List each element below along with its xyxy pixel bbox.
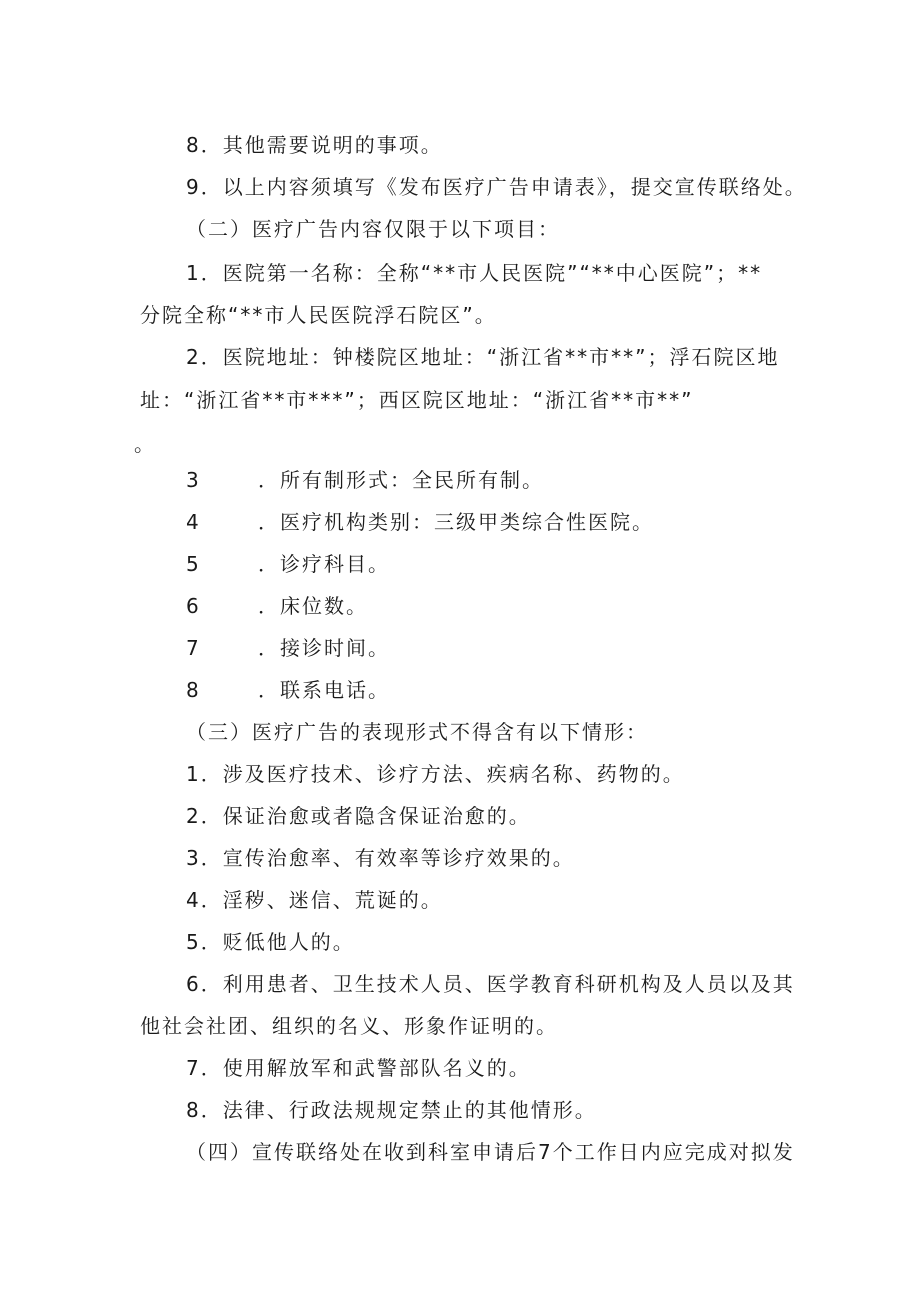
item-number: 7 xyxy=(186,636,201,660)
item-text: ．诊疗科目。 xyxy=(258,552,390,576)
content-item-3 xyxy=(186,468,544,492)
prohibited-item-3: 3．宣传治愈率、有效率等诊疗效果的。 xyxy=(186,846,575,870)
content-item-8 xyxy=(186,678,390,702)
prohibited-item-5: 5．贬低他人的。 xyxy=(186,930,355,954)
item-number: 8 xyxy=(186,678,201,702)
prohibited-item-8: 8．法律、行政法规规定禁止的其他情形。 xyxy=(186,1098,597,1122)
item-number: 4 xyxy=(186,510,201,534)
item-text: ．接诊时间。 xyxy=(258,636,390,660)
content-item-7 xyxy=(186,636,390,660)
content-item-6 xyxy=(186,594,368,618)
content-item-2-cont: 址：“浙江省**市***”；西区院区地址：“浙江省**市**” xyxy=(140,388,694,412)
item-text: ．医疗机构类别：三级甲类综合性医院。 xyxy=(258,510,654,534)
prohibited-item-2: 2．保证治愈或者隐含保证治愈的。 xyxy=(186,804,531,828)
item-text: ．床位数。 xyxy=(258,594,368,618)
prohibited-item-1: 1．涉及医疗技术、诊疗方法、疾病名称、药物的。 xyxy=(186,762,685,786)
prohibited-item-4: 4．淫秽、迷信、荒诞的。 xyxy=(186,888,443,912)
item-number: 5 xyxy=(186,552,201,576)
item-text: ．所有制形式：全民所有制。 xyxy=(258,468,544,492)
section-heading-2: （二）医疗广告内容仅限于以下项目： xyxy=(186,217,560,241)
section-heading-3: （三）医疗广告的表现形式不得含有以下情形： xyxy=(186,720,648,744)
content-item-2: 2．医院地址：钟楼院区地址：“浙江省**市**”；浮石院区地 xyxy=(186,345,780,369)
content-item-2-end: 。 xyxy=(134,432,156,456)
prohibited-item-6: 6．利用患者、卫生技术人员、医学教育科研机构及人员以及其 xyxy=(186,972,795,996)
item-number: 3 xyxy=(186,468,201,492)
prohibited-item-7: 7．使用解放军和武警部队名义的。 xyxy=(186,1056,531,1080)
item-9-application-form: 9．以上内容须填写《发布医疗广告申请表》，提交宣传联络处。 xyxy=(186,175,807,199)
item-number: 6 xyxy=(186,594,201,618)
item-text: ．联系电话。 xyxy=(258,678,390,702)
content-item-1-cont: 分院全称“**市人民医院浮石院区”。 xyxy=(140,303,497,327)
content-item-1: 1．医院第一名称：全称“**市人民医院”“**中心医院”；** xyxy=(186,261,763,285)
prohibited-item-6-cont: 他社会社团、组织的名义、形象作证明的。 xyxy=(140,1014,558,1038)
item-8-other-matters: 8．其他需要说明的事项。 xyxy=(186,133,443,157)
content-item-5 xyxy=(186,552,390,576)
section-heading-4: （四）宣传联络处在收到科室申请后7个工作日内应完成对拟发 xyxy=(186,1140,795,1164)
content-item-4 xyxy=(186,510,654,534)
